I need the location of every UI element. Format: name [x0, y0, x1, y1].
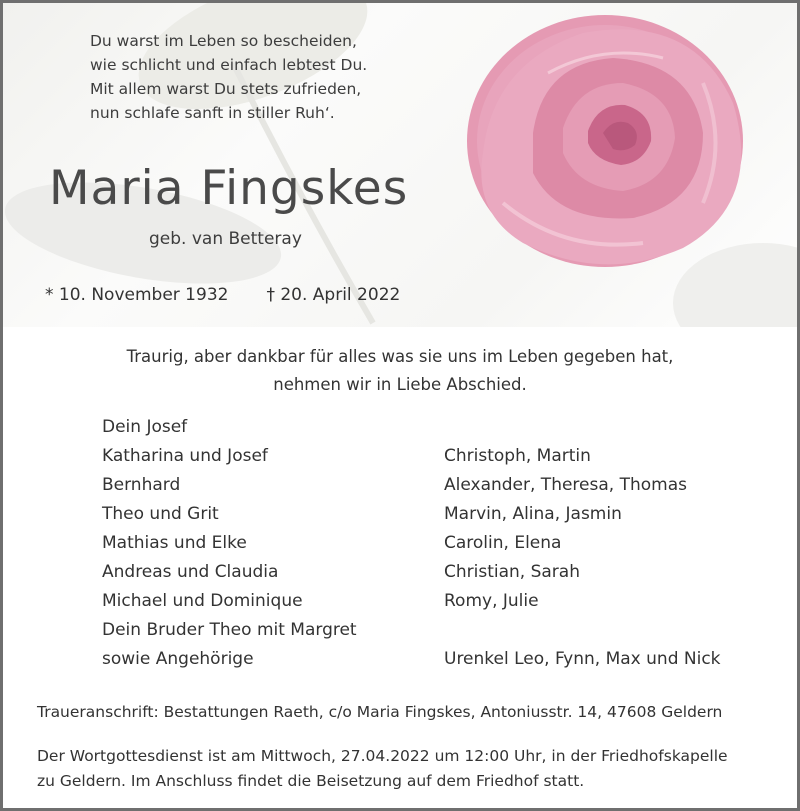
verse	[90, 29, 420, 125]
family-entry: Bernhard	[102, 475, 181, 495]
family-entry: Theo und Grit	[102, 504, 219, 524]
family-list-left	[102, 413, 357, 674]
family-entry: Carolin, Elena	[444, 533, 562, 553]
family-spacer	[444, 616, 721, 645]
maiden-name: geb. van Betteray	[149, 229, 302, 249]
family-entry: Michael und Dominique	[102, 591, 303, 611]
rose-flower	[467, 15, 743, 267]
verse-line: nun schlafe sanft in stiller Ruh‘.	[90, 104, 335, 122]
family-entry: Marvin, Alina, Jasmin	[444, 504, 622, 524]
mourning-address: Traueranschrift: Bestattungen Raeth, c/o Maria Fingskes, Antoniusstr. 14, 47608 Geldern	[37, 703, 723, 721]
family-entry: Dein Bruder Theo mit Margret	[102, 620, 357, 640]
intro-line: nehmen wir in Liebe Abschied.	[273, 375, 527, 394]
family-entry: Dein Josef	[102, 417, 188, 437]
birth-date: * 10. November 1932	[45, 285, 229, 305]
family-list-right	[444, 442, 721, 674]
service-line: zu Geldern. Im Anschluss findet die Beisetzung auf dem Friedhof statt.	[37, 772, 585, 790]
intro-line: Traurig, aber dankbar für alles was sie uns im Leben gegeben hat,	[126, 347, 674, 366]
family-entry: Romy, Julie	[444, 591, 539, 611]
family-entry: sowie Angehörige	[102, 649, 254, 669]
family-entry: Katharina und Josef	[102, 446, 268, 466]
family-entry: Urenkel Leo, Fynn, Max und Nick	[444, 649, 721, 669]
family-entry: Mathias und Elke	[102, 533, 247, 553]
service-info	[37, 744, 787, 794]
family-entry: Christian, Sarah	[444, 562, 580, 582]
verse-line: Mit allem warst Du stets zufrieden,	[90, 80, 362, 98]
verse-line: Du warst im Leben so bescheiden,	[90, 32, 357, 50]
deceased-name: Maria Fingskes	[49, 161, 409, 216]
service-line: Der Wortgottesdienst ist am Mittwoch, 27.04.2022 um 12:00 Uhr, in der Friedhofskapelle	[37, 747, 728, 765]
verse-line: wie schlicht und einfach lebtest Du.	[90, 56, 368, 74]
family-entry: Andreas und Claudia	[102, 562, 279, 582]
obituary-notice	[3, 3, 797, 808]
life-dates	[45, 285, 400, 305]
intro-text	[3, 343, 797, 399]
family-entry: Christoph, Martin	[444, 446, 591, 466]
header-image-area	[3, 3, 797, 327]
family-entry: Alexander, Theresa, Thomas	[444, 475, 687, 495]
death-date: † 20. April 2022	[266, 285, 401, 305]
